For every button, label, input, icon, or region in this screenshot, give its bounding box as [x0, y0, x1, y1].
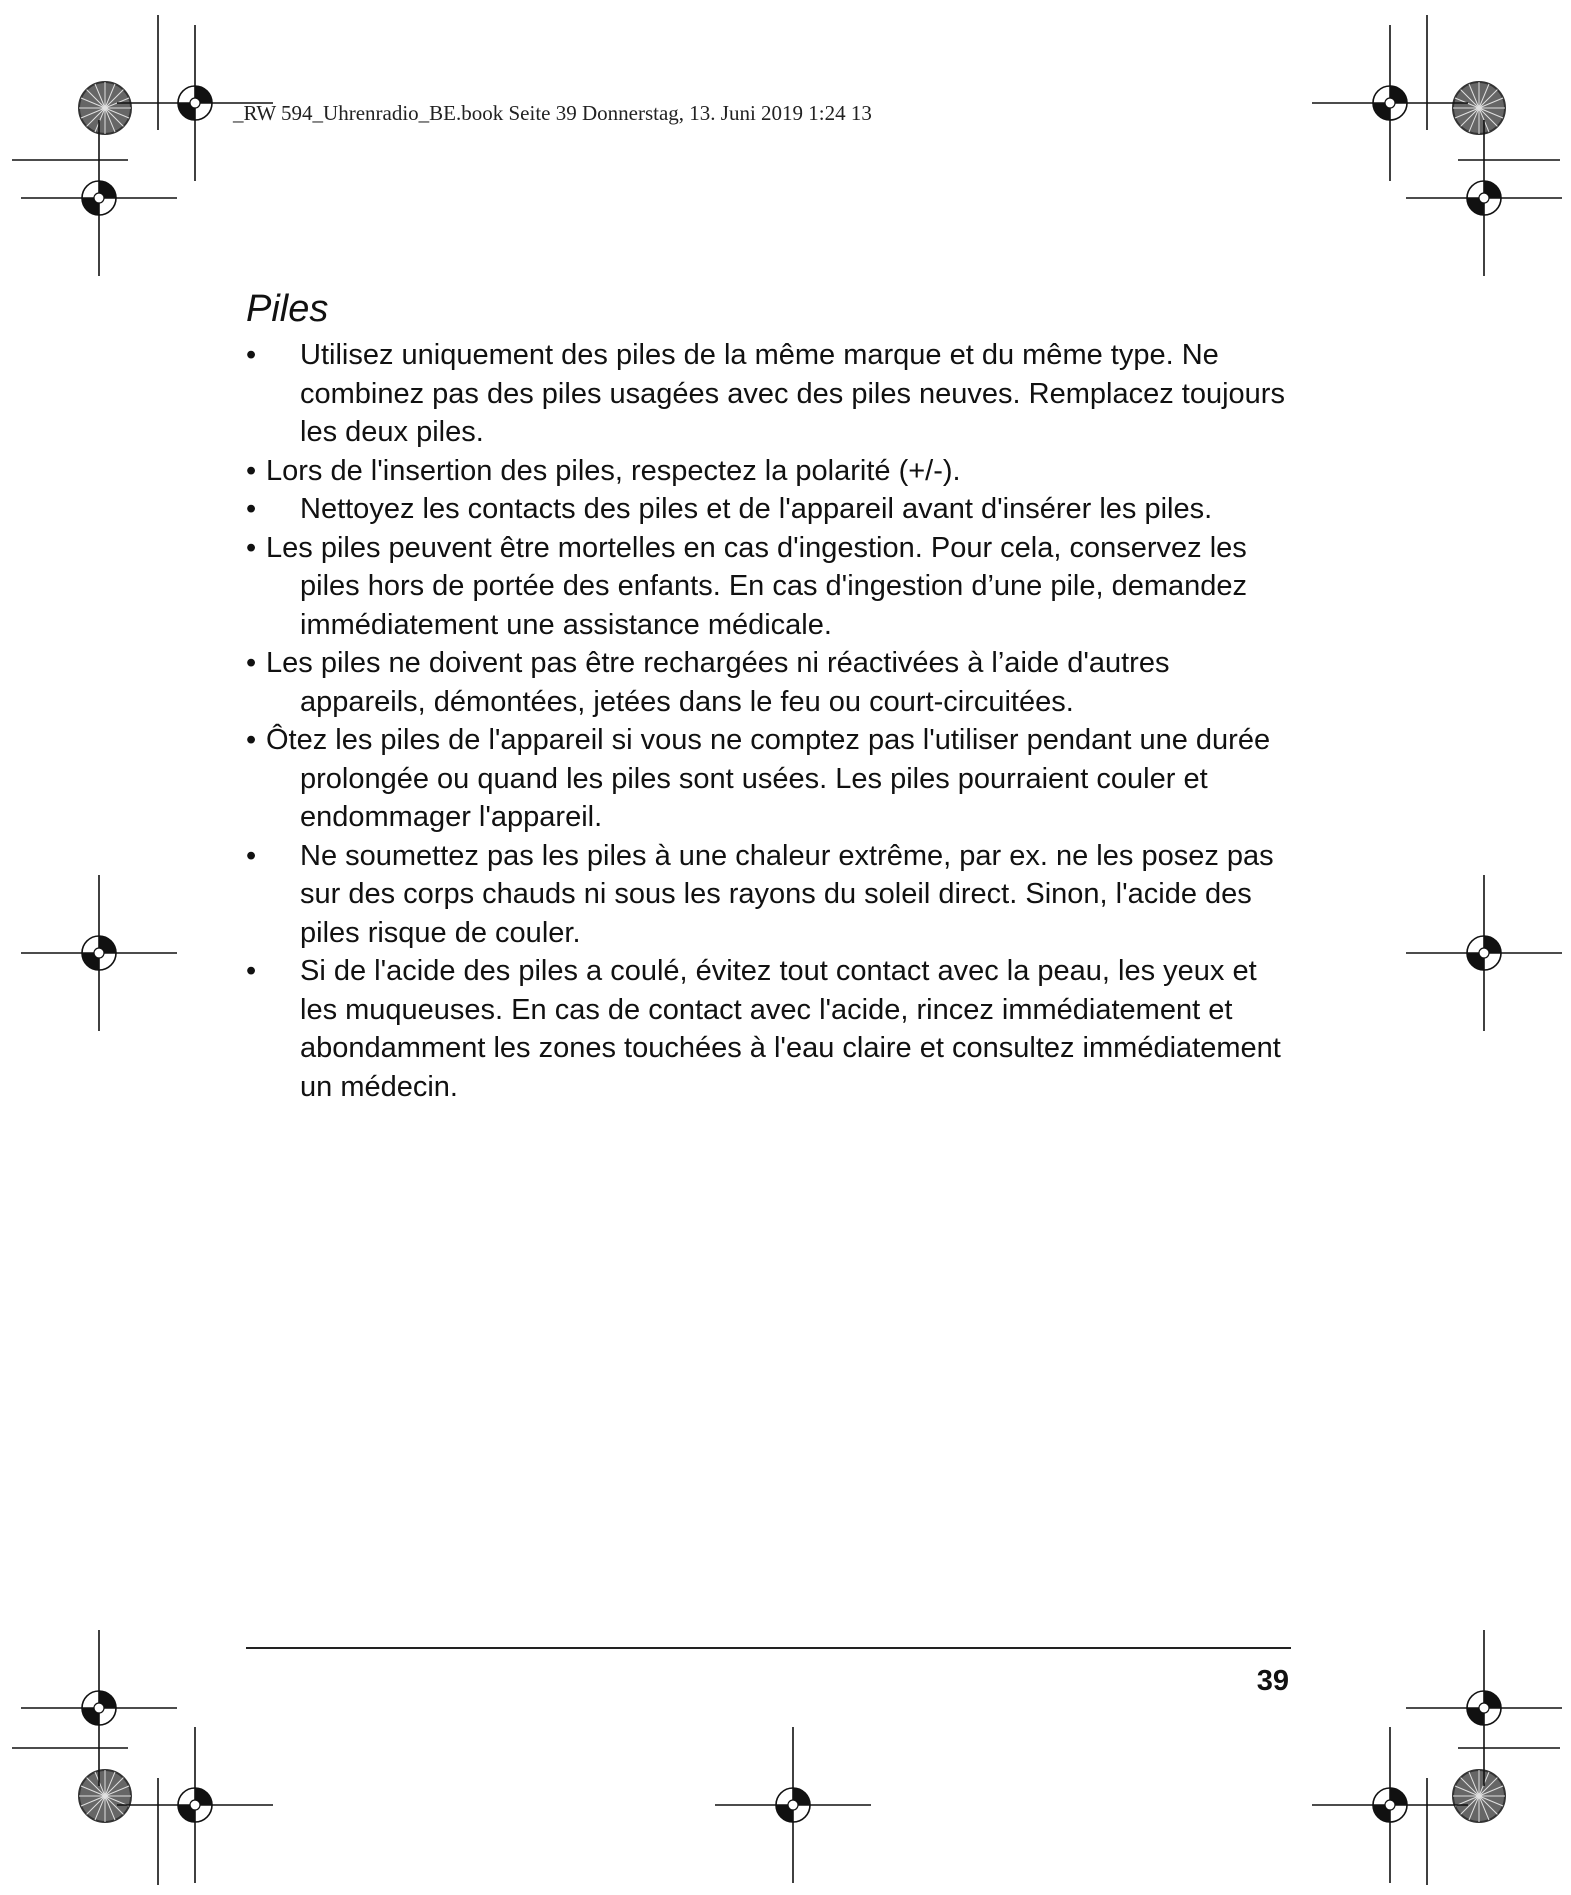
- bullet-dot-icon: •: [246, 724, 257, 756]
- page-number: 39: [1256, 1665, 1289, 1697]
- bullet-text: Ôtez les piles de l'appareil si vous ne comptez pas l'utiliser pendant une durée prolongée ou quand les piles sont usées. Les piles pourraient couler et endommager l'appareil.: [266, 724, 1271, 833]
- bullet-dot-icon: •: [246, 339, 257, 371]
- section-title: Piles: [246, 288, 329, 330]
- bullet-dot-icon: •: [246, 647, 257, 679]
- bullet-text: Les piles peuvent être mortelles en cas d'ingestion. Pour cela, conservez les piles hors de portée des enfants. En cas d'ingestion d’une pile, demandez immédiatement une assistance médicale.: [266, 531, 1248, 641]
- bullet-item: [246, 490, 1296, 529]
- bullet-dot-icon: •: [246, 531, 257, 564]
- battery-safety-list: [246, 336, 1296, 1106]
- bullet-dot-icon: •: [246, 955, 257, 987]
- bullet-text: Ne soumettez pas les piles à une chaleur extrême, par ex. ne les posez pas sur des corps chauds ni sous les rayons du soleil direct. Sinon, l'acide des piles risque de couler.: [300, 839, 1274, 949]
- bullet-dot-icon: •: [246, 454, 257, 487]
- bullet-item: [246, 529, 1296, 645]
- bullet-item: [246, 837, 1296, 953]
- bullet-dot-icon: •: [246, 839, 257, 872]
- bullet-item: [246, 336, 1296, 452]
- bullet-text: Les piles ne doivent pas être rechargées ni réactivées à l’aide d'autres appareils, démontées, jetées dans le feu ou court-circuitées.: [266, 647, 1170, 718]
- bullet-item: [246, 721, 1296, 837]
- bullet-text: Nettoyez les contacts des piles et de l'appareil avant d'insérer les piles.: [300, 493, 1213, 525]
- bullet-item: [246, 952, 1296, 1106]
- bullet-text: Si de l'acide des piles a coulé, évitez tout contact avec la peau, les yeux et les muqueuses. En cas de contact avec l'acide, rincez immédiatement et abondamment les zones touchées à l'eau claire et consultez immédiatement un médecin.: [300, 955, 1281, 1103]
- bullet-text: Utilisez uniquement des piles de la même marque et du même type. Ne combinez pas des piles usagées avec des piles neuves. Remplacez toujours les deux piles.: [300, 339, 1285, 448]
- footer-rule: [246, 1647, 1291, 1649]
- bullet-dot-icon: •: [246, 493, 257, 525]
- file-header-line: _RW 594_Uhrenradio_BE.book Seite 39 Donnerstag, 13. Juni 2019 1:24 13: [233, 101, 872, 125]
- bullet-item: [246, 452, 1296, 491]
- bullet-item: [246, 644, 1296, 721]
- bullet-text: Lors de l'insertion des piles, respectez la polarité (+/-).: [266, 454, 961, 487]
